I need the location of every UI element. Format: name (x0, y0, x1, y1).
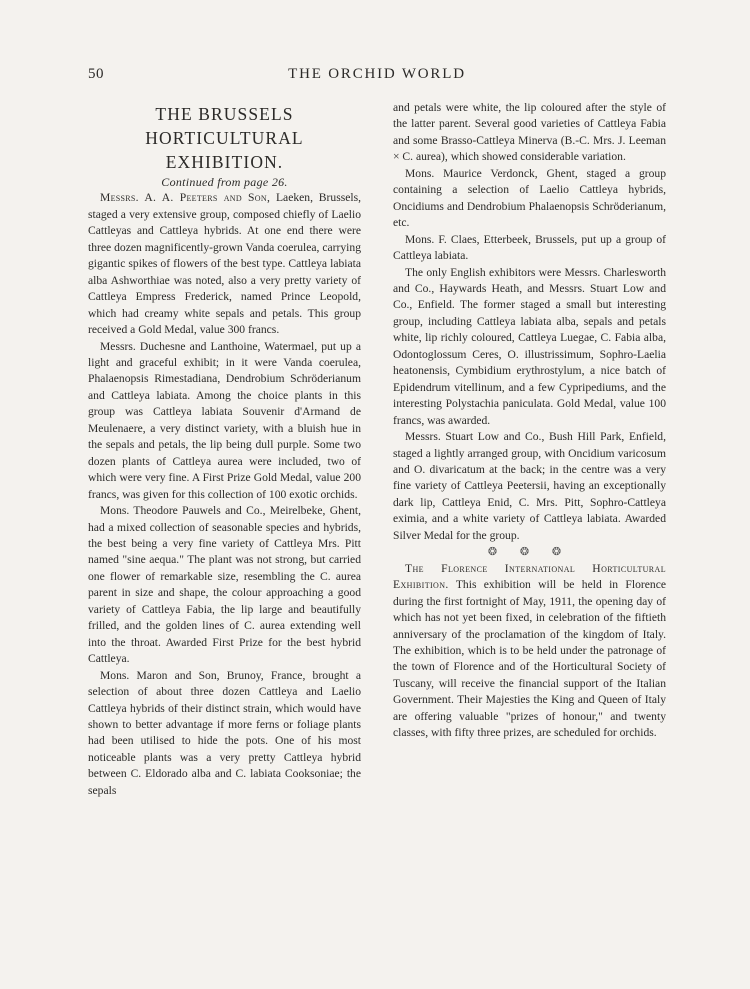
paragraph-english-exhibitors: The only English exhibitors were Messrs. Charlesworth and Co., Haywards Heath, and Messrs. Stuart Low and Co., Enfield. The former staged a small but interesting group, including Cattleya labiata alba, sepals and petals white, lip richly coloured, Cattleya Luegae, C. Fabia alba, Odontoglossum Ceres, O. illustrissimum, Sophro-Laelia heatonensis, Cymbidium erythrostylum, a nice batch of Epidendrum vitellinum, and a few Cypripediums, and the interesting Polystachia paniculata. Gold Medal, value 100 francs, was awarded. (393, 265, 666, 427)
article-title (88, 102, 361, 174)
paragraph-body: Laeken, Brussels, staged a very extensive group, composed chiefly of Laelio Cattleyas and Cattleya hybrids. At one end there were three dozen magnificently-grown Vanda coerulea, carrying gigantic spikes of flowers of the best type. Cattleya labiata alba Ashworthiae was noted, also a very pretty variety of Cattleya Empress Frederick, named Prince Leopold, which had creamy white sepals and petals. This group received a Gold Medal, value 300 francs. (88, 191, 361, 337)
paragraph-claes: Mons. F. Claes, Etterbeek, Brussels, put up a group of Cattleya labiata. (393, 232, 666, 263)
paragraph-maron: Mons. Maron and Son, Brunoy, France, brought a selection of about three dozen Cattleya and Laelio Cattleya hybrids of their distinct strain, which would have shown to better advantage if more ferns or foliage plants had been utilised to hide the pots. One of his most noticeable plants was a very pretty Cattleya hybrid between C. Eldorado alba and C. labiata Cooksoniae; the sepals (88, 668, 361, 797)
paragraph-pauwels: Mons. Theodore Pauwels and Co., Meirelbeke, Ghent, had a mixed collection of seasonable species and hybrids, the best being a very fine variety of Cattleya Mrs. Pitt named "sine aequa." The plant was not strong, but carried one flower of remarkable size, resembling the C. aurea parent in size and shape, the colour approaching a good variety of Cattleya Fabia, the lip large and beautifully frilled, and the golden lines of C. aurea extending well into the throat. Awarded First Prize for the best hybrid Cattleya. (88, 504, 361, 666)
running-head (88, 66, 666, 86)
continued-note: Continued from page 26. (161, 175, 288, 189)
section-ornament: ❂ ❂ ❂ (487, 546, 572, 559)
paragraph-lead: Messrs. A. A. Peeters and Son, (100, 191, 271, 205)
paragraph-body: This exhibition will be held in Florence during the first fortnight of May, 1911, the opening day of which has not yet been fixed, in celebration of the fiftieth anniversary of the proclamation of the kingdom of Italy. The exhibition, which is to be held under the patronage of the town of Florence and of the Horticultural Society of Tuscany, will receive the financial support of the Italian Government. Their Majesties the King and Queen of Italy are offering valuable "prizes of honour," and twenty classes, with fifty three prizes, are scheduled for orchids. (393, 578, 666, 740)
paragraph-florence (393, 561, 666, 742)
paragraph-stuart-low: Messrs. Stuart Low and Co., Bush Hill Park, Enfield, staged a lightly arranged group, with Oncidium varicosum and O. divaricatum at the back; in the centre was a very fine variety of Cattleya Peetersii, having an exceptionally dark lip, Cattleya Enid, C. Mrs. Pitt, Sophro-Cattleya eximia, and a white variety of Cattleya labiata. Awarded Silver Medal for the group. (393, 430, 666, 542)
journal-title: THE ORCHID WORLD (288, 66, 466, 82)
paragraph-peeters (88, 190, 361, 338)
paragraph-duchesne: Messrs. Duchesne and Lanthoine, Watermael, put up a light and graceful exhibit; in it were Vanda coerulea, Phalaenopsis Rimestadiana, Dendrobium Schröderianum and Cattleya labiata. Among the choice plants in this group was Cattleya labiata Souvenir d'Armand de Meulenaere, a very distinct variety, with a bluish hue in the sepals and petals, the lip being dull purple. Some two dozen plants of Cattleya aurea were included, two of which were very fine. A First Prize Gold Medal, value 200 francs, was given for this collection of 100 exotic orchids. (88, 339, 361, 501)
page-number: 50 (88, 66, 104, 82)
left-column (88, 100, 361, 799)
article-title-line-2: HORTICULTURAL EXHIBITION. (145, 128, 304, 172)
paragraph-verdonck: Mons. Maurice Verdonck, Ghent, staged a group containing a selection of Laelio Cattleya hybrids, Oncidiums and Dendrobium Phalaenopsis Schröderianum, etc. (393, 166, 666, 230)
article-title-line-1: THE BRUSSELS (155, 104, 294, 124)
right-column (393, 100, 666, 742)
paragraph-lead: The Florence International Horticultural Exhibition. (393, 561, 666, 592)
paragraph-maron-continued: and petals were white, the lip coloured after the style of the latter parent. Several good varieties of Cattleya Fabia and some Brasso-Cattleya Minerva (B.-C. Mrs. J. Leeman × C. aurea), which showed considerable variation. (393, 101, 666, 164)
